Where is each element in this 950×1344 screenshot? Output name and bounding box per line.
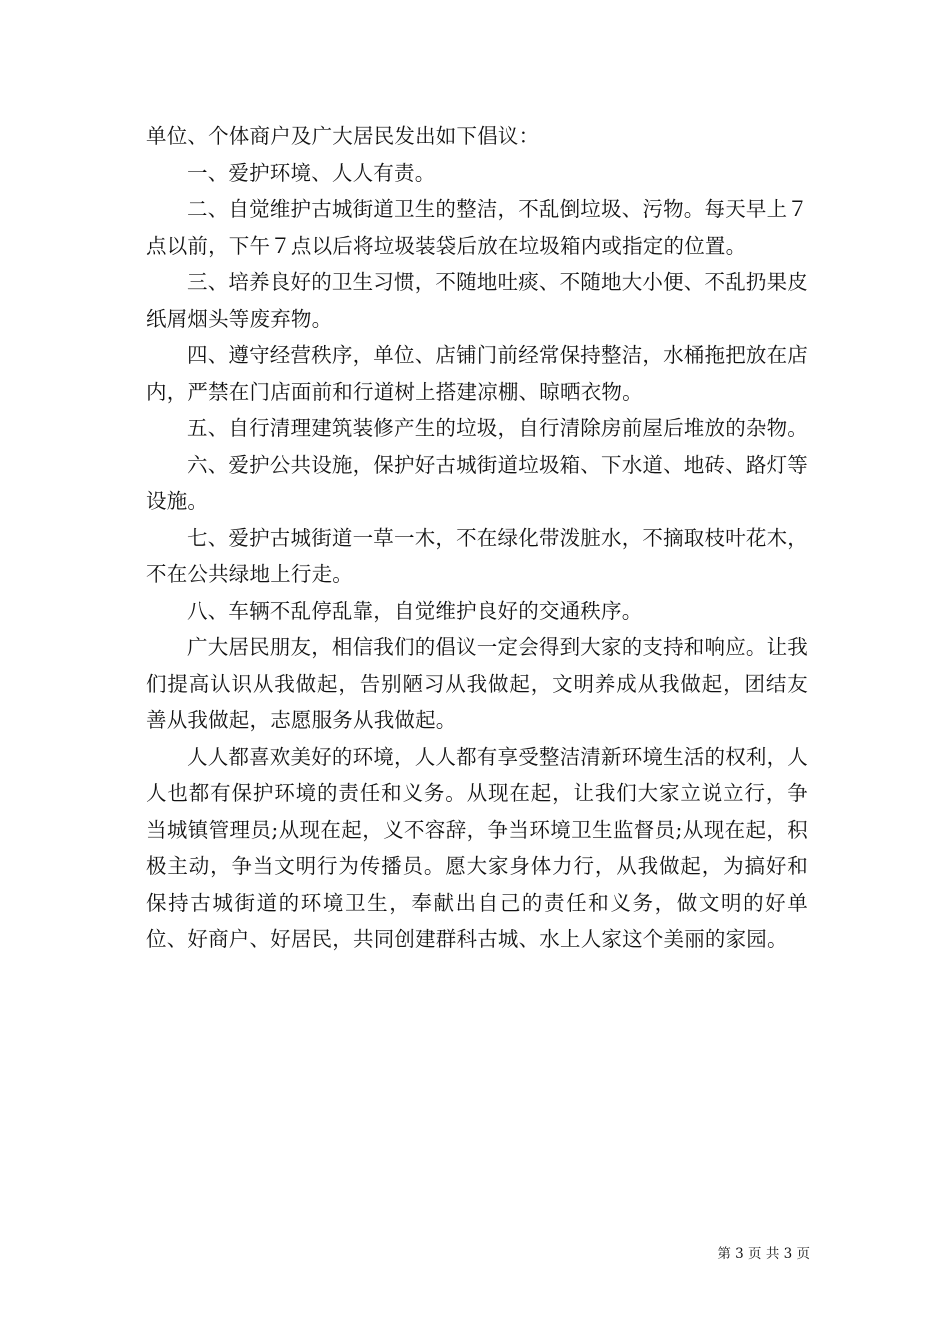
paragraph-item-4: 四、遵守经营秩序，单位、店铺门前经常保持整洁，水桶拖把放在店内，严禁在门店面前和行道树上搭建凉棚、晾晒衣物。 <box>146 343 808 404</box>
paragraph-item-3: 三、培养良好的卫生习惯，不随地吐痰、不随地大小便、不乱扔果皮纸屑烟头等废弃物。 <box>146 270 808 331</box>
document-body <box>146 118 808 958</box>
paragraph-continuation: 单位、个体商户及广大居民发出如下倡议： <box>146 124 540 148</box>
paragraph-item-6: 六、爱护公共设施，保护好古城街道垃圾箱、下水道、地砖、路灯等设施。 <box>146 452 808 513</box>
paragraph-item-2: 二、自觉维护古城街道卫生的整洁，不乱倒垃圾、污物。每天早上７点以前，下午７点以后将垃圾装袋后放在垃圾箱内或指定的位置。 <box>146 197 808 258</box>
paragraph-closing: 人人都喜欢美好的环境，人人都有享受整洁清新环境生活的权利，人人也都有保护环境的责任和义务。从现在起，让我们大家立说立行，争当城镇管理员;从现在起，义不容辞，争当环境卫生监督员;从现在起，积极主动，争当文明行为传播员。愿大家身体力行，从我做起，为搞好和保持古城街道的环境卫生，奉献出自己的责任和义务，做文明的好单位、好商户、好居民，共同创建群科古城、水上人家这个美丽的家园。 <box>146 744 808 951</box>
paragraph-item-1: 一、爱护环境、人人有责。 <box>187 160 436 185</box>
page-number-footer: 第 3 页 共 3 页 <box>717 1246 810 1262</box>
paragraph-item-7: 七、爱护古城街道一草一木，不在绿化带泼脏水，不摘取枝叶花木，不在公共绿地上行走。 <box>146 525 808 586</box>
paragraph-appeal: 广大居民朋友，相信我们的倡议一定会得到大家的支持和响应。让我们提高认识从我做起，告别陋习从我做起，文明养成从我做起，团结友善从我做起，志愿服务从我做起。 <box>146 635 808 732</box>
paragraph-item-5: 五、自行清理建筑装修产生的垃圾，自行清除房前屋后堆放的杂物。 <box>187 416 808 440</box>
paragraph-item-8: 八、车辆不乱停乱靠，自觉维护良好的交通秩序。 <box>187 598 643 623</box>
